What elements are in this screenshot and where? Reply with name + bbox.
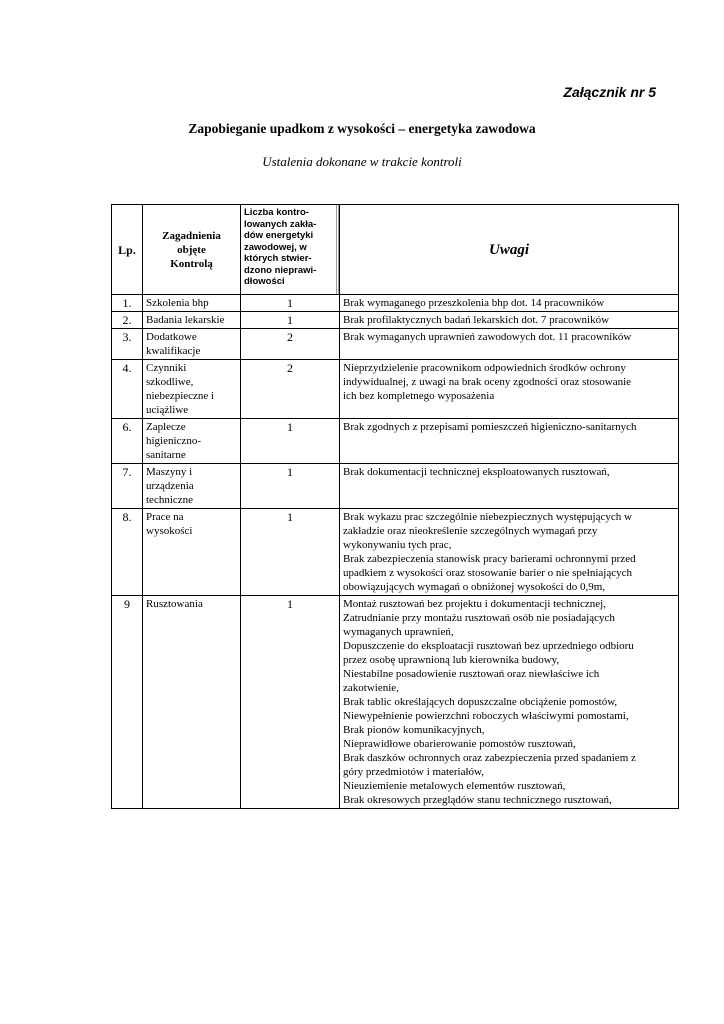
- table-row: [112, 329, 679, 360]
- table-row: [112, 295, 679, 312]
- row-notes-line: Brak daszków ochronnych oraz zabezpieczenia przed spadaniem z: [343, 752, 636, 764]
- row-notes-line: Brak okresowych przeglądów stanu technicznego rusztowań,: [343, 794, 612, 806]
- row-notes-line: Zatrudnianie przy montażu rusztowań osób nie posiadających: [343, 612, 615, 624]
- row-notes-line: Brak wymaganych uprawnień zawodowych dot. 11 pracowników: [343, 331, 632, 343]
- row-count: 1: [241, 419, 340, 464]
- row-notes-line: indywidualnej, z uwagi na brak oceny zgodności oraz stosowanie: [343, 376, 632, 388]
- row-notes: [340, 509, 679, 596]
- row-notes-line: wykonywaniu tych prac,: [343, 539, 452, 551]
- row-topic: [143, 329, 241, 360]
- row-count: 1: [241, 464, 340, 509]
- header-lp: Lp.: [112, 205, 143, 295]
- row-notes-line: Brak dokumentacji technicznej eksploatowanych rusztowań,: [343, 466, 610, 478]
- table-row: [112, 464, 679, 509]
- findings-table: [111, 204, 679, 809]
- row-notes-line: ich bez kompletnego wyposażenia: [343, 390, 495, 402]
- row-topic: [143, 295, 241, 312]
- header-count-line: dzono nieprawi-: [244, 264, 317, 276]
- header-count-line: dłowości: [244, 276, 285, 287]
- table-row: [112, 509, 679, 596]
- header-topics-line: Kontrolą: [170, 257, 213, 270]
- row-topic-line: Rusztowania: [146, 598, 203, 610]
- row-notes: [340, 464, 679, 509]
- row-notes-line: zakładzie oraz nieokreślenie szczególnych wymagań przy: [343, 525, 598, 537]
- row-topic-line: Prace na: [146, 511, 184, 523]
- row-notes-line: Nieprawidłowe obarierowanie pomostów rusztowań,: [343, 738, 576, 750]
- row-count: 2: [241, 360, 340, 419]
- header-count: [241, 205, 340, 295]
- row-number: 8.: [112, 509, 143, 596]
- header-topics-line: Zagadnienia: [162, 229, 221, 242]
- row-notes-line: Montaż rusztowań bez projektu i dokumentacji technicznej,: [343, 598, 606, 610]
- header-count-line: których stwier-: [244, 253, 312, 264]
- row-count: 1: [241, 509, 340, 596]
- row-notes-line: Niewypełnienie powierzchni roboczych właściwymi pomostami,: [343, 710, 629, 722]
- row-topic: [143, 312, 241, 329]
- row-topic-line: szkodliwe,: [146, 376, 194, 388]
- document-title: Zapobieganie upadkom z wysokości – energetyka zawodowa: [188, 121, 536, 136]
- row-topic-line: sanitarne: [146, 449, 186, 461]
- row-topic-line: Szkolenia bhp: [146, 297, 209, 309]
- table-row: [112, 596, 679, 809]
- row-number: 3.: [112, 329, 143, 360]
- row-notes-line: Brak wykazu prac szczególnie niebezpiecznych występujących w: [343, 511, 632, 523]
- row-notes-line: góry przedmiotów i materiałów,: [343, 766, 485, 778]
- row-topic-line: Dodatkowe: [146, 331, 197, 343]
- row-notes: [340, 419, 679, 464]
- row-notes: [340, 329, 679, 360]
- header-topics: [143, 205, 241, 295]
- table-row: [112, 419, 679, 464]
- row-number: 2.: [112, 312, 143, 329]
- row-topic-line: techniczne: [146, 494, 194, 506]
- row-number: 4.: [112, 360, 143, 419]
- table-row: [112, 360, 679, 419]
- row-notes-line: obowiązujących wymagań o obniżonej wysokości do 0,9m,: [343, 581, 606, 593]
- row-notes-line: Brak pionów komunikacyjnych,: [343, 724, 485, 736]
- row-topic: [143, 360, 241, 419]
- header-notes: Uwagi: [340, 205, 679, 295]
- row-notes-line: Nieuziemienie metalowych elementów rusztowań,: [343, 780, 566, 792]
- row-notes: [340, 360, 679, 419]
- row-notes-line: Nieprzydzielenie pracownikom odpowiednich środków ochrony: [343, 362, 626, 374]
- header-count-line: lowanych zakła-: [244, 218, 317, 230]
- header-row: [112, 205, 679, 295]
- annex-label: Załącznik nr 5: [563, 84, 656, 100]
- row-notes-line: zakotwienie,: [343, 682, 399, 694]
- row-topic: [143, 464, 241, 509]
- row-number: 7.: [112, 464, 143, 509]
- row-count: 1: [241, 312, 340, 329]
- row-notes-line: Brak zabezpieczenia stanowisk pracy barierami ochronnymi przed: [343, 553, 636, 565]
- table-row: [112, 312, 679, 329]
- row-count: 2: [241, 329, 340, 360]
- row-topic-line: Zaplecze: [146, 421, 186, 433]
- header-count-line: Liczba kontro-: [244, 207, 309, 218]
- row-topic-line: urządzenia: [146, 480, 194, 492]
- row-notes: [340, 596, 679, 809]
- header-count-line: zawodowej, w: [244, 241, 307, 253]
- row-notes-line: wymaganych uprawnień,: [343, 626, 454, 638]
- row-notes-line: Brak profilaktycznych badań lekarskich dot. 7 pracowników: [343, 314, 610, 326]
- header-count-line: dów energetyki: [244, 230, 314, 241]
- row-topic-line: higieniczno-: [146, 435, 201, 447]
- row-topic-line: wysokości: [146, 525, 193, 537]
- row-notes-line: Dopuszczenie do eksploatacji rusztowań bez uprzedniego odbioru: [343, 640, 634, 652]
- row-count: 1: [241, 596, 340, 809]
- row-topic-line: niebezpieczne i: [146, 390, 215, 402]
- row-topic-line: Maszyny i: [146, 466, 193, 478]
- row-notes-line: przez osobę uprawnioną lub kierownika budowy,: [343, 654, 560, 666]
- row-topic: [143, 419, 241, 464]
- row-topic: [143, 596, 241, 809]
- row-topic-line: uciążliwe: [146, 404, 189, 416]
- row-count: 1: [241, 295, 340, 312]
- document-subtitle: Ustalenia dokonane w trakcie kontroli: [262, 154, 462, 169]
- row-notes: [340, 295, 679, 312]
- row-topic: [143, 509, 241, 596]
- row-notes: [340, 312, 679, 329]
- row-notes-line: Brak tablic określających dopuszczalne obciążenie pomostów,: [343, 696, 618, 708]
- row-notes-line: upadkiem z wysokości oraz stosowanie barier o nie spełniających: [343, 567, 632, 579]
- row-notes-line: Niestabilne posadowienie rusztowań oraz niewłaściwe ich: [343, 668, 600, 680]
- row-notes-line: Brak wymaganego przeszkolenia bhp dot. 14 pracowników: [343, 297, 605, 309]
- row-number: 1.: [112, 295, 143, 312]
- row-number: 6.: [112, 419, 143, 464]
- row-notes-line: Brak zgodnych z przepisami pomieszczeń higieniczno-sanitarnych: [343, 421, 637, 433]
- header-topics-line: objęte: [177, 243, 206, 256]
- row-topic-line: Czynniki: [146, 362, 187, 374]
- row-number: 9: [112, 596, 143, 809]
- row-topic-line: Badania lekarskie: [146, 314, 225, 326]
- row-topic-line: kwalifikacje: [146, 345, 201, 357]
